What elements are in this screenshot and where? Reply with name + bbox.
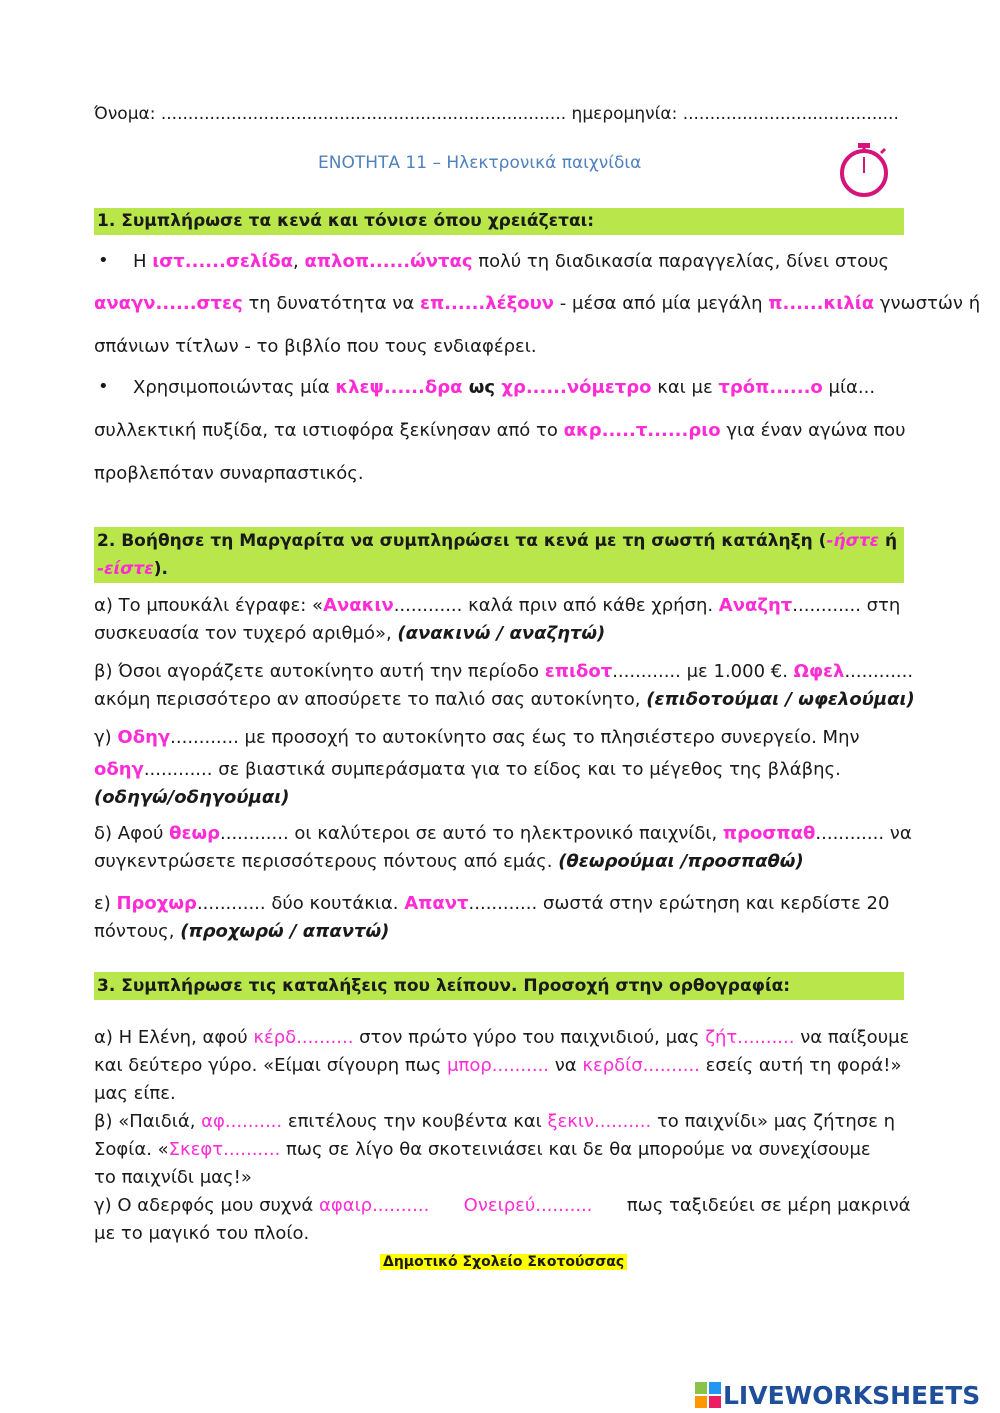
text: , xyxy=(293,251,305,272)
blank-word[interactable]: Σκεφτ.......... xyxy=(168,1139,281,1160)
liveworksheets-mark-icon xyxy=(695,1382,723,1408)
blank-word[interactable]: π......κιλία xyxy=(768,293,875,314)
verb-hint: (ανακινώ / αναζητώ) xyxy=(397,623,606,644)
s2-e-line1 xyxy=(94,890,889,918)
text: εσείς αυτή τη φορά!» xyxy=(699,1055,902,1076)
s2-a-line1 xyxy=(94,592,900,620)
text: πως ταξιδεύει σε μέρη μακρινά xyxy=(592,1195,911,1216)
s2-c-line2 xyxy=(94,756,841,784)
blank-word[interactable]: τρόπ......ο xyxy=(718,377,823,398)
text: ............ με προσοχή το αυτοκίνητο σας έως το πλησιέστερο συνεργείο. Μην xyxy=(170,727,860,748)
text: Σοφία. « xyxy=(94,1139,169,1160)
text: Η xyxy=(133,251,153,272)
text: β) Όσοι αγοράζετε αυτοκίνητο αυτή την περίοδο xyxy=(94,661,545,682)
verb-hint: (οδηγώ/οδηγούμαι) xyxy=(94,787,290,808)
blank-word[interactable]: κλεψ......δρα xyxy=(335,377,463,398)
text: ............ καλά πριν από κάθε χρήση. xyxy=(393,595,719,616)
text: ............ οι καλύτεροι σε αυτό το ηλεκτρονικό παιχνίδι, xyxy=(220,823,723,844)
s2-b-line2 xyxy=(94,686,915,714)
blank-word[interactable]: Αναζητ xyxy=(718,595,793,616)
s1-p1-line1 xyxy=(133,248,889,276)
text: - μέσα από μία μεγάλη xyxy=(554,293,769,314)
verb-hint: (επιδοτούμαι / ωφελούμαι) xyxy=(646,689,915,710)
s3-a-line2 xyxy=(94,1052,901,1080)
text: ε) xyxy=(94,893,117,914)
school-name: Δημοτικό Σχολείο Σκοτούσσας xyxy=(380,1254,627,1270)
text: πολύ τη διαδικασία παραγγελίας, δίνει στους xyxy=(472,251,890,272)
text: α) Το μπουκάλι έγραφε: « xyxy=(94,595,324,616)
blank-word[interactable]: Προχωρ xyxy=(116,893,197,914)
s3-c-line2: με το μαγικό του πλοίο. xyxy=(94,1223,310,1244)
verb-hint: (θεωρούμαι /προσπαθώ) xyxy=(558,851,804,872)
text: πως σε λίγο θα σκοτεινιάσει και δε θα μπορούμε να συνεχίσουμε xyxy=(280,1139,871,1160)
s1-p1-line2 xyxy=(94,290,980,318)
s2-b-line1 xyxy=(94,658,913,686)
text: ............ xyxy=(844,661,914,682)
text: ............ με 1.000 €. xyxy=(612,661,794,682)
text: Χρησιμοποιώντας μία xyxy=(133,377,336,398)
blank-word[interactable]: χρ......νόμετρο xyxy=(501,377,652,398)
text: συσκευασία τον τυχερό αριθμό», xyxy=(94,623,398,644)
text: στον πρώτο γύρο του παιχνιδιού, μας xyxy=(353,1027,706,1048)
blank-word[interactable]: ακρ.....τ......ριο xyxy=(563,420,721,441)
brand-name: LIVEWORKSHEETS xyxy=(723,1380,981,1410)
text: τη δυνατότητα να xyxy=(242,293,420,314)
liveworksheets-logo xyxy=(695,1380,980,1410)
blank-word[interactable]: ζήτ.......... xyxy=(705,1027,795,1048)
text: και με xyxy=(651,377,719,398)
s1-p2-line1 xyxy=(133,374,875,402)
s3-b-line1 xyxy=(94,1108,895,1136)
text: ............ σε βιαστικά συμπεράσματα για το είδος και το μέγεθος της βλάβης. xyxy=(143,759,841,780)
s2-c-line3 xyxy=(94,784,289,812)
text: β) «Παιδιά, xyxy=(94,1111,202,1132)
verb-hint: (προχωρώ / απαντώ) xyxy=(180,921,390,942)
s1-p2-line2 xyxy=(94,417,906,445)
blank-word[interactable]: αφ.......... xyxy=(201,1111,283,1132)
s3-b-line2 xyxy=(94,1136,871,1164)
s2-c-line1 xyxy=(94,724,860,752)
text: γνωστών ή xyxy=(874,293,981,314)
bullet: • xyxy=(98,250,109,271)
text: ............ δύο κουτάκια. xyxy=(196,893,405,914)
blank-word[interactable]: Απαντ xyxy=(404,893,469,914)
text: να παίξουμε xyxy=(794,1027,910,1048)
ending-text: -ήστε xyxy=(826,531,880,551)
s2-a-line2 xyxy=(94,620,605,648)
text: να xyxy=(549,1055,583,1076)
blank-word[interactable]: κερδίσ.......... xyxy=(582,1055,700,1076)
text: και δεύτερο γύρο. «Είμαι σίγουρη πως xyxy=(94,1055,448,1076)
blank-word[interactable]: αφαιρ.......... xyxy=(318,1195,430,1216)
s2-e-line2 xyxy=(94,918,389,946)
blank-word[interactable]: ιστ......σελίδα xyxy=(152,251,293,272)
text: επιτέλους την κουβέντα και xyxy=(282,1111,548,1132)
text: πόντους, xyxy=(94,921,181,942)
section1-heading: 1. Συμπλήρωσε τα κενά και τόνισε όπου χρειάζεται: xyxy=(94,208,904,235)
blank-word[interactable]: μπορ.......... xyxy=(447,1055,550,1076)
text: για έναν αγώνα που xyxy=(720,420,906,441)
text: ως xyxy=(462,377,502,398)
text: α) Η Ελένη, αφού xyxy=(94,1027,254,1048)
blank-word[interactable]: οδηγ xyxy=(94,759,144,780)
text xyxy=(429,1195,463,1216)
text: ............ στη xyxy=(792,595,901,616)
text: ............ να xyxy=(815,823,912,844)
section2-heading xyxy=(94,527,904,583)
blank-word[interactable]: Οδηγ xyxy=(117,727,171,748)
s3-a-line1 xyxy=(94,1024,909,1052)
ending-text: -είστε xyxy=(97,559,154,579)
s3-a-line3: μας είπε. xyxy=(94,1083,176,1104)
text: το παιχνίδι» μας ζήτησε η xyxy=(651,1111,896,1132)
section3-heading: 3. Συμπλήρωσε τις καταλήξεις που λείπουν. Προσοχή στην ορθογραφία: xyxy=(94,972,904,1000)
name-date-line: Όνομα: ........................................................................... ημερομηνία: ........................................ xyxy=(94,104,899,124)
text: δ) Αφού xyxy=(94,823,170,844)
s2-d-line2 xyxy=(94,848,804,876)
bullet: • xyxy=(98,376,109,397)
text: συλλεκτική πυξίδα, τα ιστιοφόρα ξεκίνησαν από το xyxy=(94,420,564,441)
s1-p2-line3: προβλεπόταν συναρπαστικός. xyxy=(94,463,364,484)
s1-p1-line3: σπάνιων τίτλων - το βιβλίο που τους ενδιαφέρει. xyxy=(94,336,537,357)
blank-word[interactable]: Ονειρεύ.......... xyxy=(463,1195,593,1216)
blank-word[interactable]: επιδοτ xyxy=(544,661,613,682)
text: μία... xyxy=(822,377,876,398)
text: ). xyxy=(153,559,168,579)
text: ακόμη περισσότερο αν αποσύρετε το παλιό σας αυτοκίνητο, xyxy=(94,689,647,710)
text: γ) xyxy=(94,727,118,748)
blank-word[interactable]: Ωφελ xyxy=(793,661,845,682)
text: ............ σωστά στην ερώτηση και κερδίστε 20 xyxy=(468,893,890,914)
blank-word[interactable]: Ανακιν xyxy=(323,595,394,616)
s3-c-line1 xyxy=(94,1192,911,1220)
text: συγκεντρώσετε περισσότερους πόντους από εμάς. xyxy=(94,851,559,872)
text: 2. Βοήθησε τη Μαργαρίτα να συμπληρώσει τα κενά με τη σωστή κατάληξη ( xyxy=(97,531,827,551)
stopwatch-icon xyxy=(834,140,904,200)
s3-b-line3: το παιχνίδι μας!» xyxy=(94,1167,252,1188)
page-title: ΕΝΟΤΗΤΑ 11 – Ηλεκτρονικά παιχνίδια xyxy=(318,153,642,173)
blank-word[interactable]: κέρδ.......... xyxy=(253,1027,354,1048)
text: γ) Ο αδερφός μου συχνά xyxy=(94,1195,319,1216)
blank-word[interactable]: ξεκιν.......... xyxy=(547,1111,652,1132)
s2-d-line1 xyxy=(94,820,912,848)
blank-word[interactable]: απλοπ......ώντας xyxy=(304,251,473,272)
blank-word[interactable]: επ......λέξουν xyxy=(419,293,555,314)
text: ή xyxy=(879,531,898,551)
school-footer xyxy=(380,1251,627,1270)
blank-word[interactable]: αναγν......στες xyxy=(94,293,243,314)
blank-word[interactable]: προσπαθ xyxy=(722,823,816,844)
blank-word[interactable]: θεωρ xyxy=(169,823,221,844)
